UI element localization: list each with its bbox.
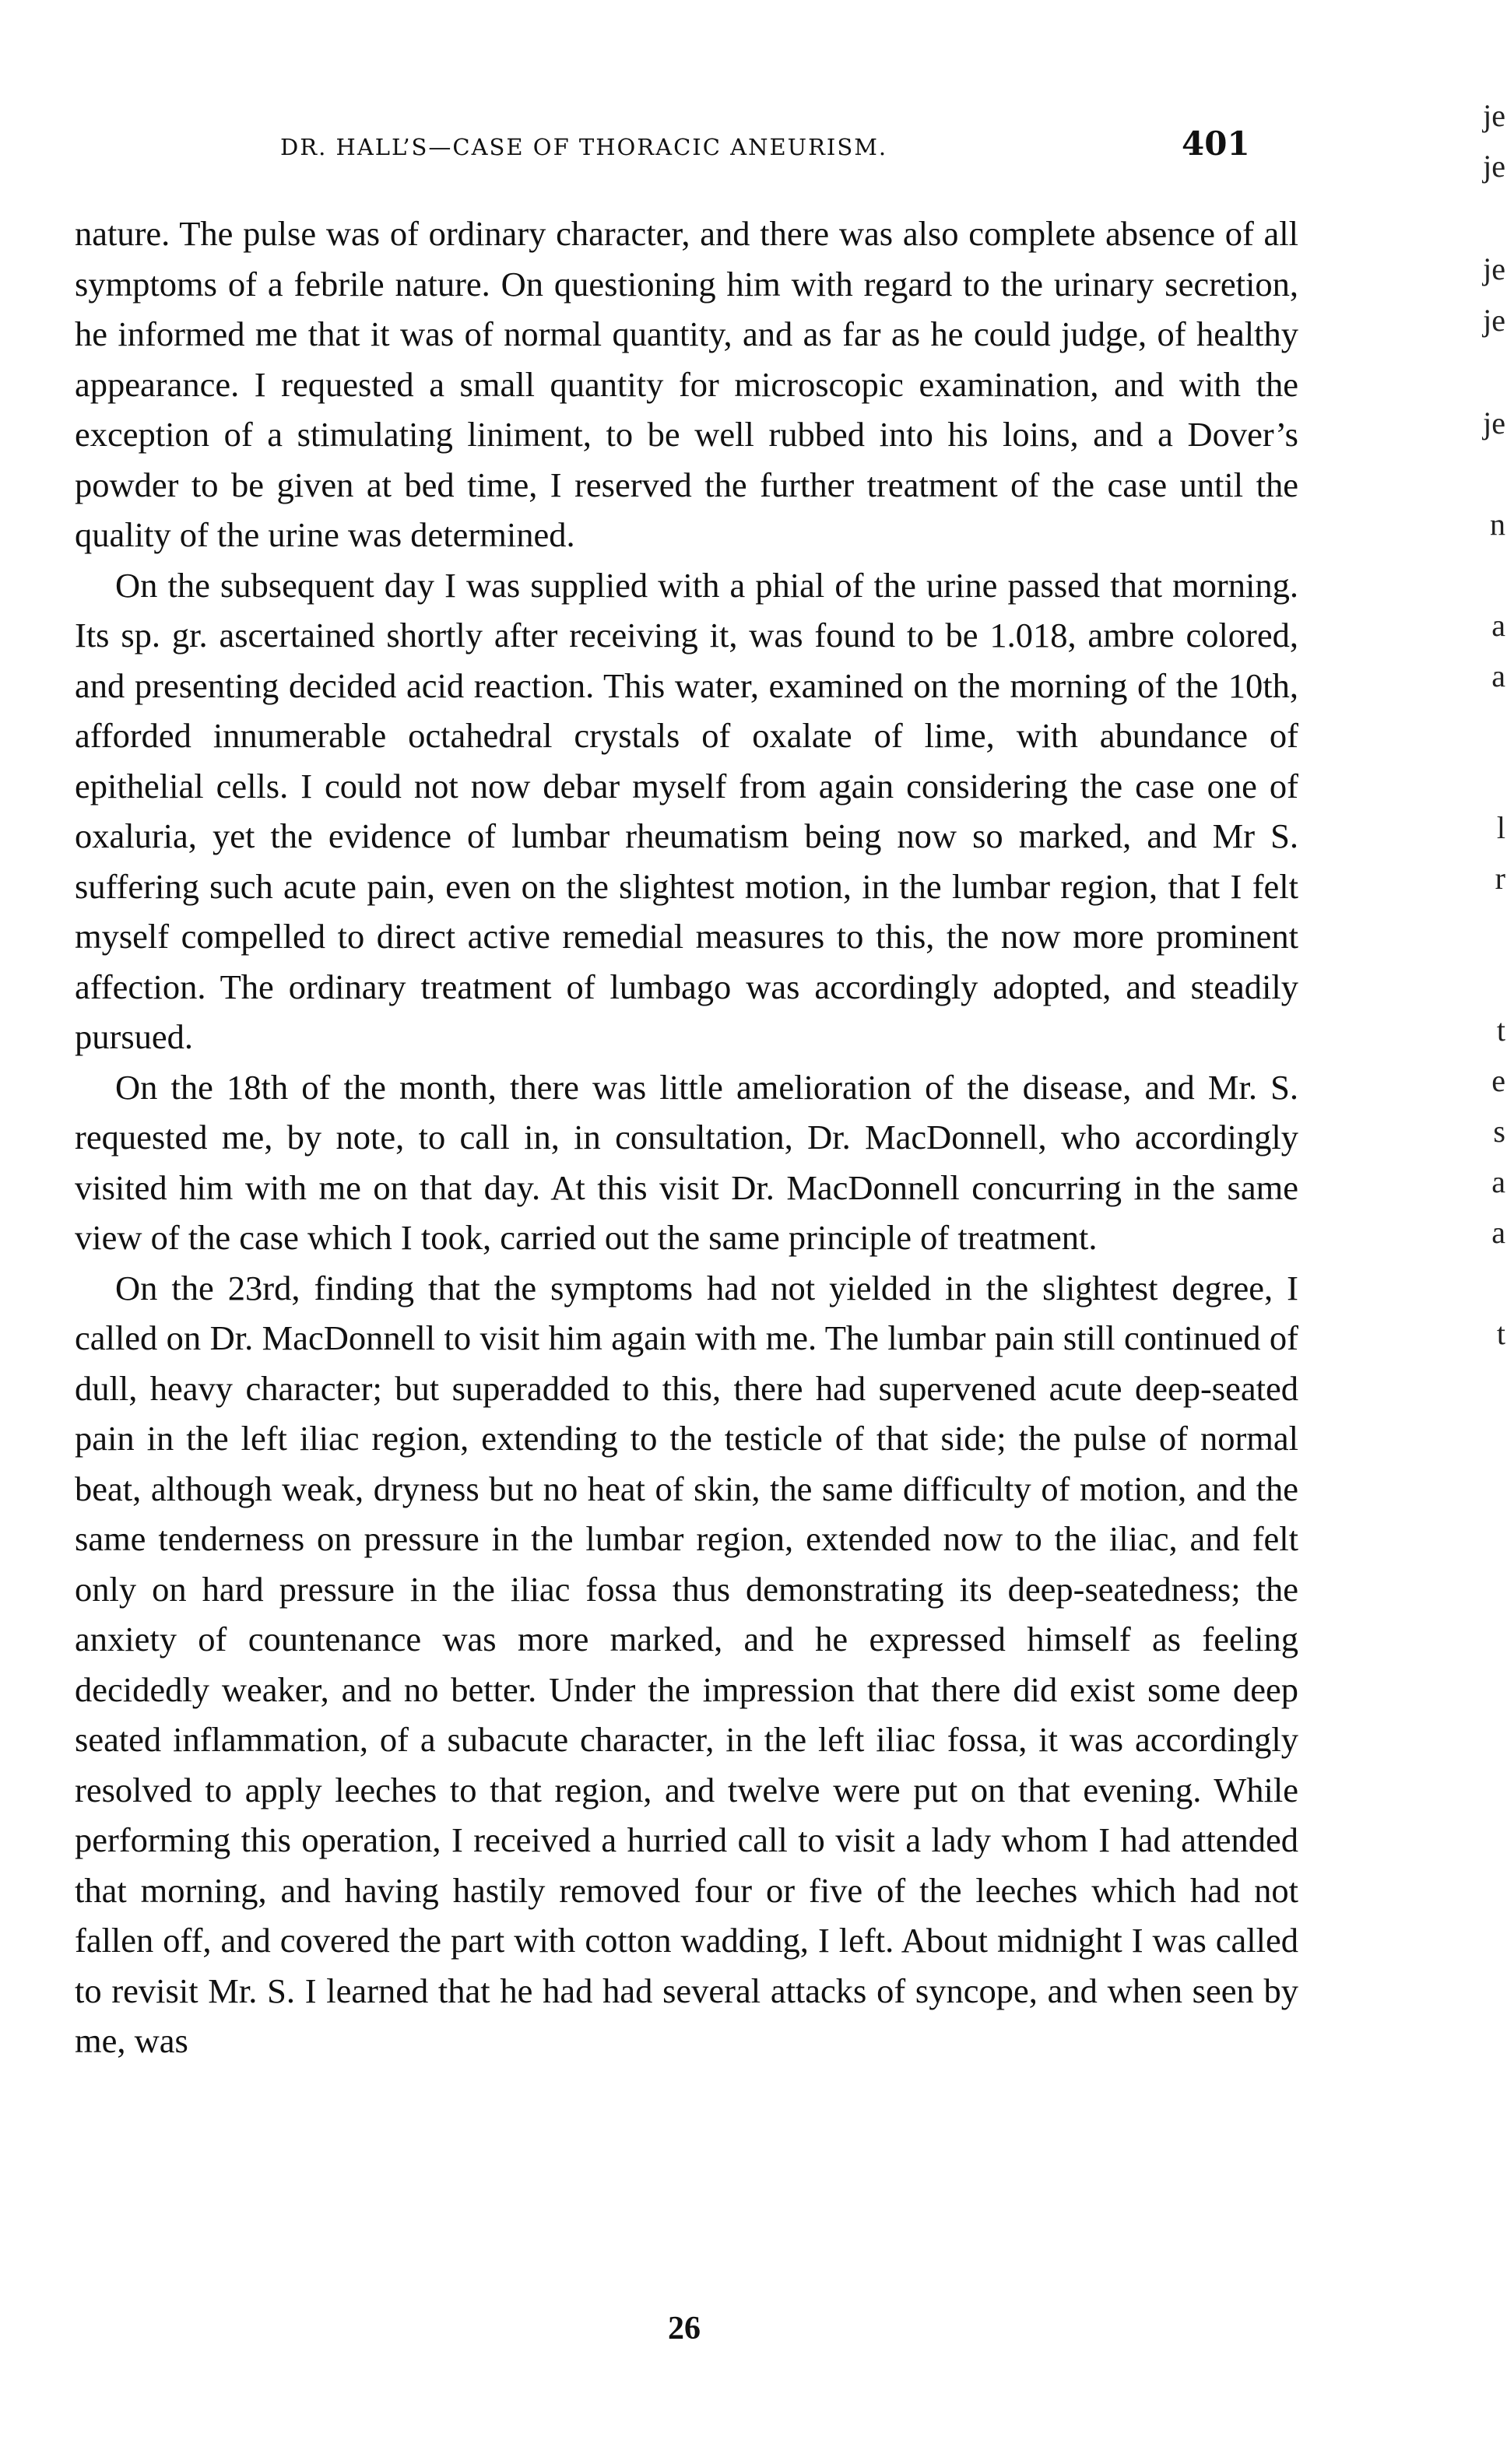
paragraph-3: On the 18th of the month, there was little amelioration of the disease, and Mr. S. requested me, by note, to call in, in consultation, Dr. MacDonnell, who accordingly visited him with me on that day. At this visit Dr. MacDonnell concurring in the same view of the case which I took, carried out the same principle of treatment. xyxy=(75,1067,1298,1257)
paragraph-4: On the 23rd, finding that the symptoms had not yielded in the slightest degree, I called on Dr. MacDonnell to visit him again with me. The lumbar pain still continued of dull, heavy character; but superadded to this, there had supervened acute deep-seated pain in the left iliac region, extending to the testicle of that side; the pulse of normal beat, although weak, dryness but no heat of skin, the same difficulty of motion, and the same tenderness on pressure in the lumbar region, extended now to the iliac, and felt only on hard pressure in the iliac fossa thus demonstrating its deep-seatedness; the anxiety of countenance was more marked, and he expressed himself as feeling decidedly weaker, and no better. Under the impression that there did exist some deep seated inflammation, of a subacute character, in the left iliac fossa, it was accordingly resolved to apply leeches to that region, and twelve were put on that evening. While performing this operation, I received a hurried call to visit a lady whom I had attended that morning, and having hastily removed four or five of the leeches which had not fallen off, and covered the part with cotton wadding, I left. About midnight I was called to revisit Mr. S. I learned that he had had several attacks of syncope, and when seen by me, was xyxy=(75,1268,1298,2060)
margin-fragment: a xyxy=(1491,1164,1505,1199)
margin-fragment: je xyxy=(1483,149,1505,184)
margin-fragment: n xyxy=(1490,507,1505,542)
running-head: DR. HALL’S—CASE OF THORACIC ANEURISM. xyxy=(280,134,888,160)
margin-fragment: s xyxy=(1493,1114,1505,1149)
paragraph-2: On the subsequent day I was supplied with a phial of the urine passed that morning. Its sp. gr. ascertained shortly after receiving it, was found to be 1.018, ambre colored, and presenting decided acid reaction. This water, examined on the morning of the 10th, afforded innumerable octahedral crystals of oxalate of lime, with abundance of epithelial cells. I could not now debar myself from again considering the case one of oxaluria, yet the evidence of lumbar rheumatism being now so marked, and Mr S. suffering such acute pain, even on the slightest motion, in the lumbar region, that I felt myself compelled to direct active remedial measures to this, the now more prominent affection. The ordinary treatment of lumbago was accordingly adopted, and steadily pursued. xyxy=(75,565,1298,1056)
margin-fragment: a xyxy=(1491,608,1505,643)
margin-fragment: e xyxy=(1491,1063,1505,1098)
margin-fragment: r xyxy=(1495,861,1505,896)
margin-fragment: t xyxy=(1496,1316,1505,1351)
signature-mark: 26 xyxy=(668,2311,701,2346)
margin-fragment: a xyxy=(1491,658,1505,693)
paragraph-1: nature. The pulse was of ordinary character, and there was also complete absence of all symptoms of a febrile nature. On questioning him with regard to the urinary secretion, he informed me that it was of normal quantity, and as far as he could judge, of healthy appearance. I requested a small quantity for microscopic examination, and with the exception of a stimulating liniment, to be well rubbed into his loins, and a Dover’s powder to be given at bed time, I reserved the further treatment of the case until the quality of the urine was determined. xyxy=(75,214,1298,554)
margin-fragment: l xyxy=(1496,810,1505,845)
margin-fragment: je xyxy=(1483,405,1505,441)
facing-page-margin xyxy=(1476,0,1507,2464)
margin-fragment: je xyxy=(1483,98,1505,133)
page-number: 401 xyxy=(1182,125,1250,163)
margin-fragment: je xyxy=(1483,251,1505,286)
margin-fragment: t xyxy=(1496,1013,1505,1048)
margin-fragment: je xyxy=(1483,303,1505,338)
body-text xyxy=(75,209,1298,2066)
margin-fragment: a xyxy=(1491,1215,1505,1250)
